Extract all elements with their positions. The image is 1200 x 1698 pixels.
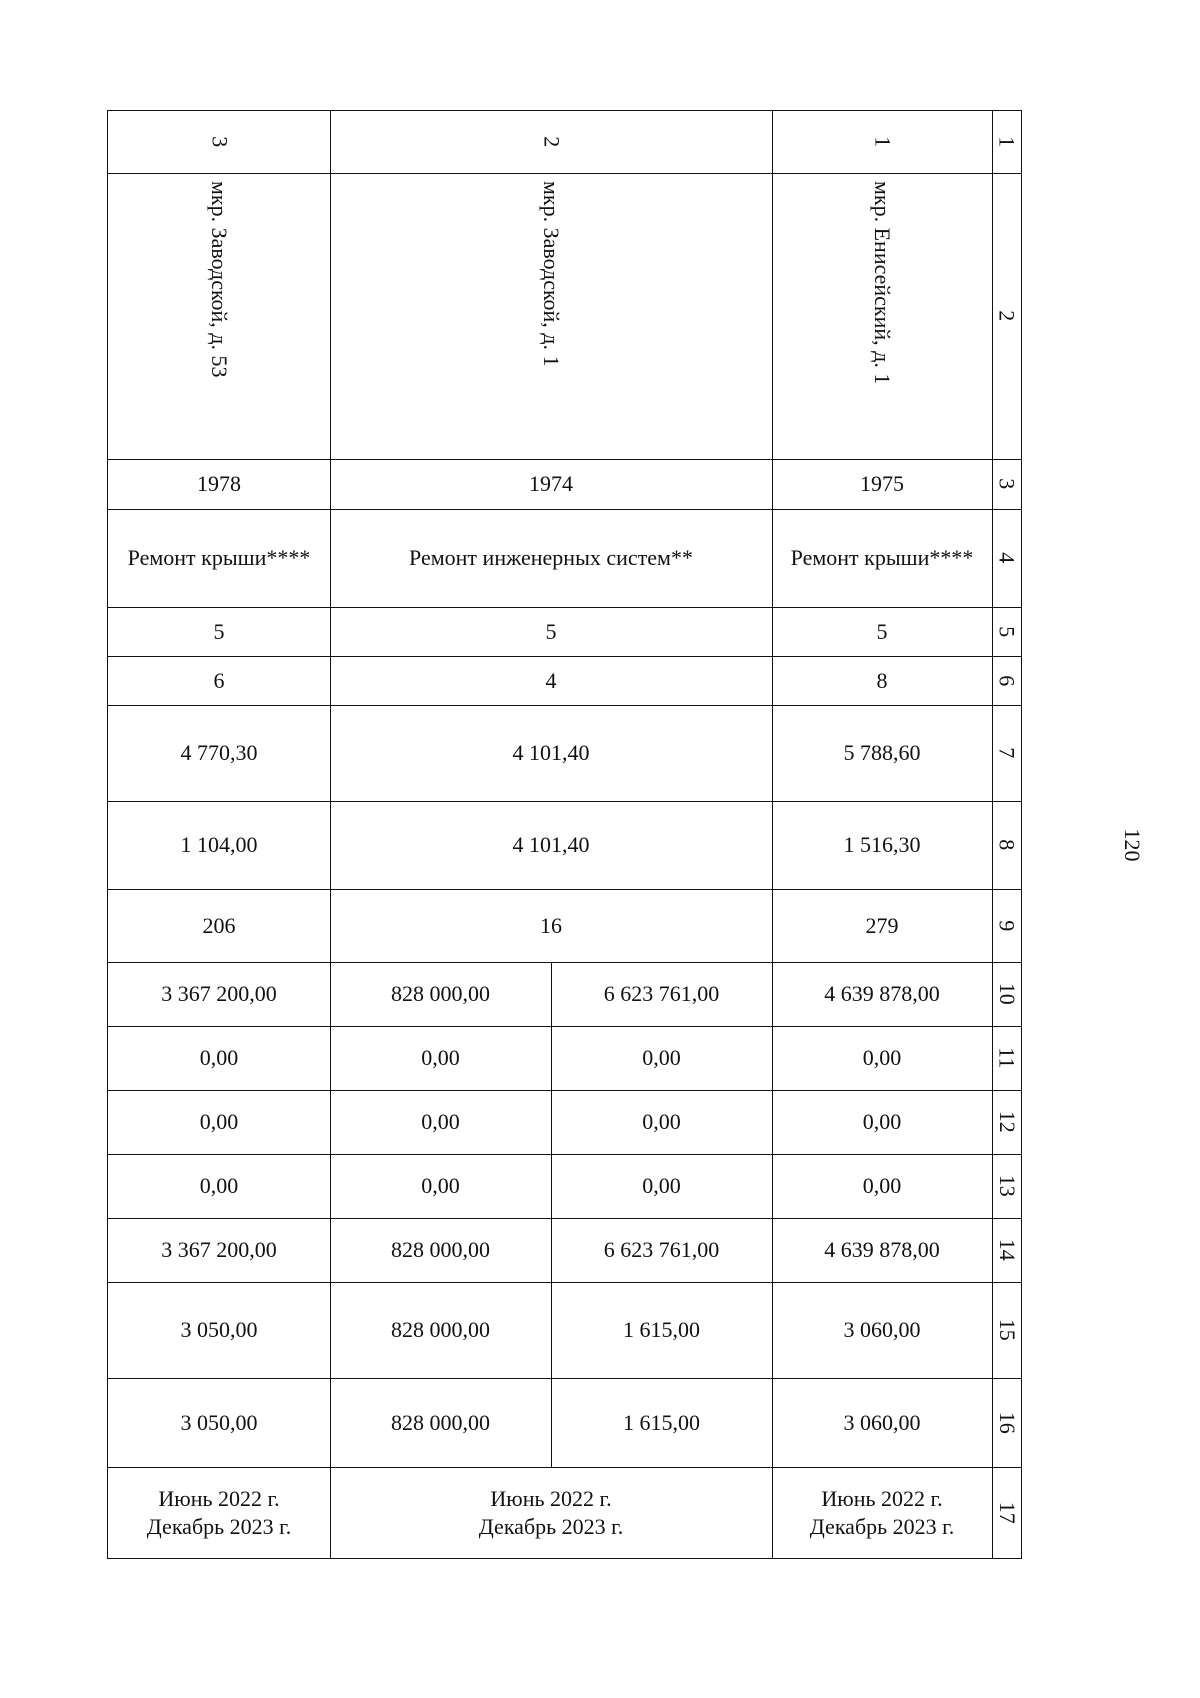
- colnum-11: 11: [994, 1047, 1020, 1069]
- record-2-col7: 4 101,40: [512, 740, 590, 766]
- record-2-period: Июнь 2022 г. Декабрь 2023 г.: [478, 1486, 624, 1539]
- record-2a-col10: 6 623 761,00: [603, 981, 720, 1007]
- record-3-col6: 6: [213, 667, 225, 693]
- colnum-5: 5: [994, 626, 1020, 637]
- record-1-address: мкр. Енисейский, д. 1: [869, 181, 895, 385]
- colnum-16: 16: [994, 1411, 1020, 1434]
- colnum-8: 8: [994, 839, 1020, 851]
- record-3-year: 1978: [197, 471, 241, 497]
- record-3-col16: 3 050,00: [180, 1409, 258, 1435]
- data-table: [107, 110, 1022, 1559]
- colnum-1: 1: [994, 136, 1020, 148]
- record-1-col6: 8: [876, 667, 888, 693]
- record-1-col11: 0,00: [862, 1045, 902, 1071]
- record-2a-col16: 1 615,00: [623, 1409, 700, 1435]
- colnum-6: 6: [994, 675, 1020, 686]
- record-3-period: Июнь 2022 г. Декабрь 2023 г.: [146, 1486, 292, 1539]
- record-1-year: 1975: [860, 471, 904, 497]
- record-3-col11: 0,00: [199, 1045, 239, 1071]
- record-2-year: 1974: [529, 471, 573, 497]
- record-3-work-type: Ремонт крыши****: [127, 545, 311, 571]
- record-3-col12: 0,00: [199, 1109, 239, 1135]
- record-2-col6: 4: [545, 667, 557, 693]
- record-2-address: мкр. Заводской, д. 1: [538, 181, 564, 367]
- record-2a-col14: 6 623 761,00: [603, 1237, 720, 1263]
- record-1-col16: 3 060,00: [843, 1409, 921, 1435]
- record-1-period: Июнь 2022 г. Декабрь 2023 г.: [809, 1486, 955, 1539]
- record-1-col10: 4 639 878,00: [824, 981, 940, 1007]
- record-1-col8: 1 516,30: [843, 832, 921, 858]
- record-2-col8: 4 101,40: [512, 832, 590, 858]
- record-2a-col12: 0,00: [642, 1109, 681, 1135]
- record-3-col15: 3 050,00: [180, 1317, 258, 1343]
- record-3-col8: 1 104,00: [180, 832, 258, 858]
- colnum-3: 3: [994, 478, 1020, 490]
- colnum-12: 12: [994, 1111, 1020, 1133]
- record-2-col9: 16: [540, 912, 562, 938]
- colnum-2: 2: [994, 310, 1020, 322]
- colnum-15: 15: [994, 1319, 1020, 1341]
- record-2-col5: 5: [545, 618, 557, 644]
- record-2a-col11: 0,00: [642, 1045, 681, 1071]
- record-1-work-type: Ремонт крыши****: [790, 545, 974, 571]
- record-1-col13: 0,00: [862, 1173, 902, 1199]
- record-3-number: 3: [206, 136, 232, 148]
- page-number: 120: [1120, 828, 1145, 862]
- record-3-col9: 206: [202, 912, 236, 938]
- record-2b-col11: 0,00: [421, 1045, 460, 1071]
- record-2-work-type: Ремонт инженерных систем**: [409, 545, 693, 571]
- record-3-col14: 3 367 200,00: [161, 1237, 277, 1263]
- record-3-col5: 5: [213, 618, 225, 644]
- record-1-col7: 5 788,60: [843, 740, 921, 766]
- colnum-17: 17: [994, 1501, 1020, 1524]
- record-2a-col15: 1 615,00: [623, 1317, 700, 1343]
- record-2b-col15: 828 000,00: [391, 1317, 490, 1343]
- record-3-col13: 0,00: [199, 1173, 239, 1199]
- colnum-4: 4: [994, 552, 1020, 564]
- record-2b-col12: 0,00: [421, 1109, 460, 1135]
- colnum-10: 10: [994, 983, 1020, 1005]
- record-1-col15: 3 060,00: [843, 1317, 921, 1343]
- colnum-14: 14: [994, 1239, 1020, 1261]
- record-2b-col10: 828 000,00: [391, 981, 490, 1007]
- record-2-number: 2: [538, 136, 564, 148]
- colnum-9: 9: [994, 920, 1020, 931]
- record-3-address: мкр. Заводской, д. 53: [206, 181, 232, 378]
- record-1-col5: 5: [876, 618, 888, 644]
- record-1-col9: 279: [865, 912, 899, 938]
- record-1-col14: 4 639 878,00: [824, 1237, 940, 1263]
- colnum-13: 13: [994, 1175, 1020, 1197]
- record-3-col10: 3 367 200,00: [161, 981, 277, 1007]
- record-2b-col16: 828 000,00: [391, 1409, 490, 1435]
- record-1-number: 1: [869, 136, 895, 148]
- colnum-7: 7: [994, 747, 1020, 759]
- record-1-col12: 0,00: [862, 1109, 902, 1135]
- record-2b-col14: 828 000,00: [391, 1237, 490, 1263]
- record-2b-col13: 0,00: [421, 1173, 460, 1199]
- record-2a-col13: 0,00: [642, 1173, 681, 1199]
- record-3-col7: 4 770,30: [180, 740, 258, 766]
